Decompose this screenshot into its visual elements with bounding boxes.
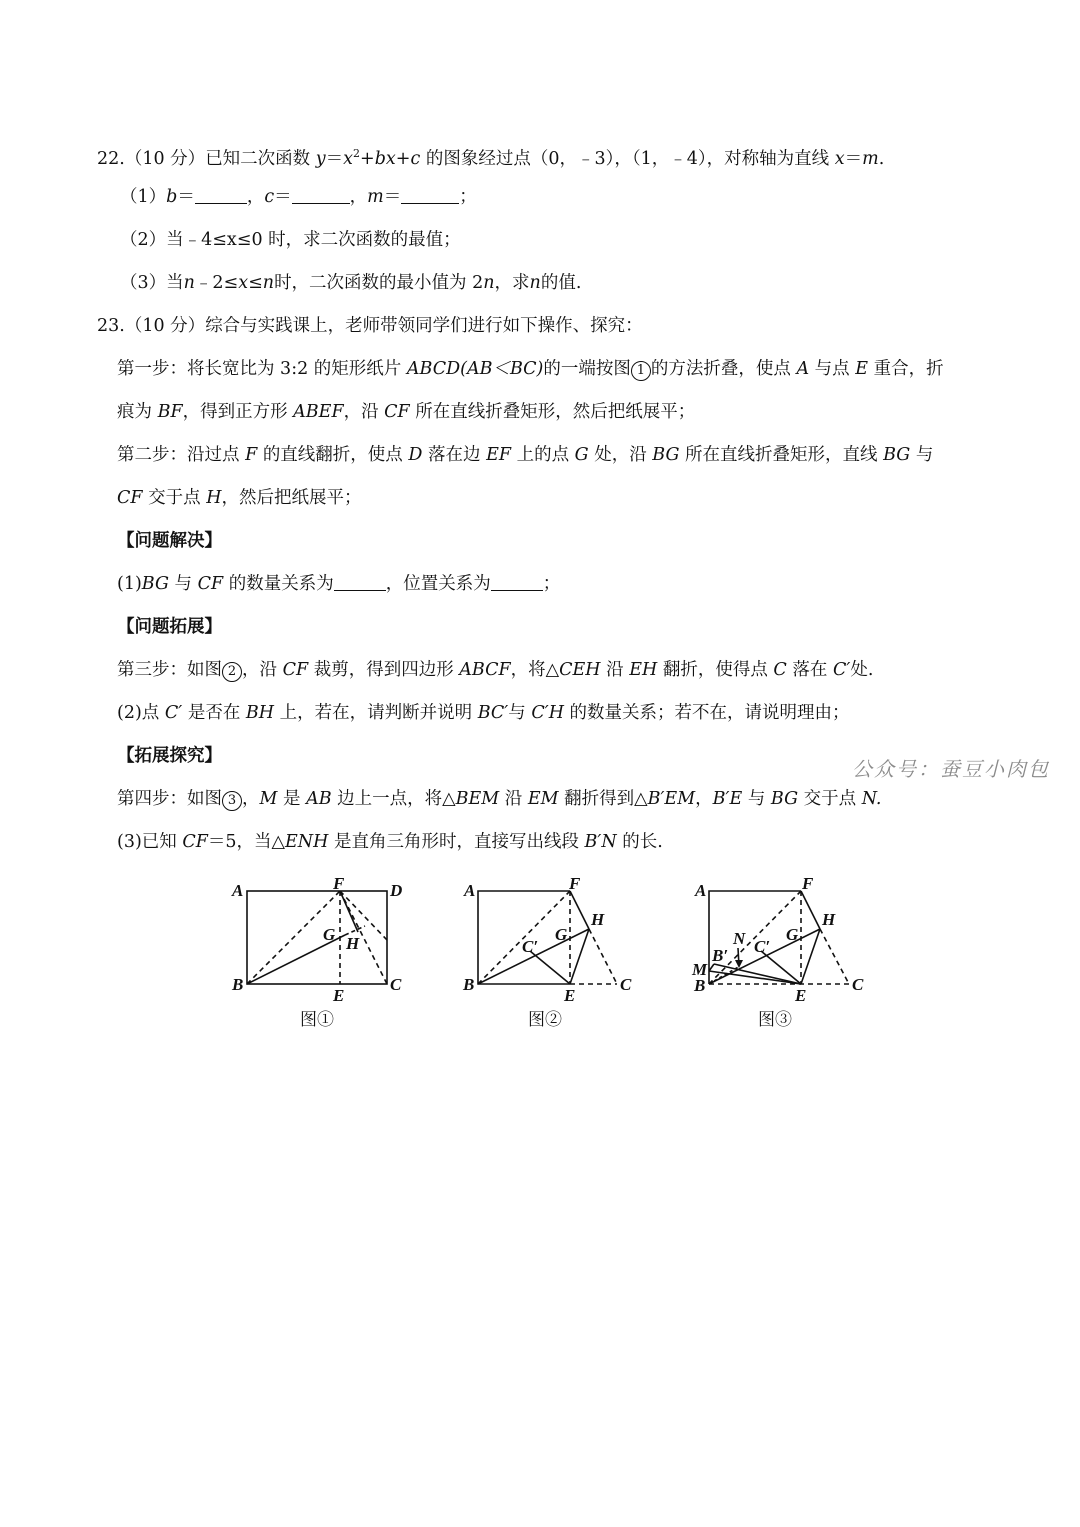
section-problem-extension: 【问题拓展】 <box>117 617 222 637</box>
fig1-label-a: A <box>232 881 244 900</box>
fig3-line-hc <box>820 929 849 984</box>
fig3-label-bprime: B′ <box>712 946 729 965</box>
fig3-label-e: E <box>795 986 807 1005</box>
figure-3 <box>709 891 849 984</box>
fig1-label-e: E <box>333 986 345 1005</box>
fig2-label-a: A <box>464 881 476 900</box>
fig1-line-fold <box>340 891 387 940</box>
q23-part3: (3)已知 CF＝5，当△ENH 是直角三角形时，直接写出线段 B′N 的长. <box>117 832 663 852</box>
figure-3-labels <box>691 874 864 1029</box>
q22-stem: 22.（10 分）已知二次函数 $y=x^2+bx+c$ 的图象经过点（0，﹣3），（1，﹣4），对称轴为直线 x＝m. <box>97 147 885 169</box>
q23-step1: 第一步：将长宽比为 3:2 的矩形纸片 ABCD(AB＜BC)的一端按图 1 的方法折叠，使点 A 与点 E 重合，折 <box>117 359 944 379</box>
fig3-label-g: G <box>786 925 799 944</box>
q23-step1-cont: 痕为 BF，得到正方形 ABEF，沿 CF 所在直线折叠矩形，然后把纸展平； <box>117 402 696 422</box>
fig3-label-f: F <box>802 874 814 893</box>
fig3-label-c: C <box>852 975 864 994</box>
q23-part2: (2)点 C′ 是否在 BH 上，若在，请判断并说明 BC′与 C′H 的数量关系；若不在，请说明理由； <box>117 703 850 723</box>
q23-step2: 第二步：沿过点 F 的直线翻折，使点 D 落在边 EF 上的点 G 处，沿 BG 所在直线折叠矩形，直线 BG 与 <box>117 445 934 465</box>
fig2-label-f: F <box>569 874 581 893</box>
figure-2 <box>478 891 617 984</box>
fig2-caption: 图② <box>528 1010 562 1029</box>
fig1-rectangle <box>247 891 387 984</box>
q23-step3: 第三步：如图 2 ，沿 CF 裁剪，得到四边形 ABCF，将△CEH 沿 EH 翻折，使得点 C 落在 C′处. <box>117 660 874 680</box>
fig3-label-h: H <box>822 910 836 929</box>
q22-part1: （1）b＝ ，c＝ ，m＝ ； <box>120 187 477 207</box>
fig1-label-d: D <box>390 881 403 900</box>
q23-part1: (1)BG 与 CF 的数量关系为 ，位置关系为 ； <box>117 574 561 594</box>
q23-stem: 23.（10 分）综合与实践课上，老师带领同学们进行如下操作、探究： <box>97 316 643 336</box>
q22-part2: （2）当﹣4≤x≤0 时，求二次函数的最值； <box>120 230 461 250</box>
figure-2-labels <box>462 874 632 1029</box>
circle-number: 1 <box>631 361 651 381</box>
figure-1 <box>247 891 387 984</box>
q23-step4: 第四步：如图 3 ，M 是 AB 边上一点，将△BEM 沿 EM 翻折得到△B′EM，B′E 与 BG 交于点 N. <box>117 789 882 809</box>
fig2-label-h: H <box>591 910 605 929</box>
fig1-caption: 图① <box>300 1010 334 1029</box>
fig3-label-b: B <box>694 976 706 995</box>
q22-number: 22. <box>97 148 125 169</box>
fig2-line-fh <box>570 891 589 929</box>
fig2-label-e: E <box>564 986 576 1005</box>
fig3-label-m: M <box>692 960 708 979</box>
section-extended-inquiry: 【拓展探究】 <box>117 746 222 766</box>
figure-1-labels <box>231 874 402 1029</box>
fig2-label-g: G <box>555 925 568 944</box>
fig2-line-hc <box>589 929 617 984</box>
fig3-label-a: A <box>695 881 707 900</box>
q23-number: 23. <box>97 316 125 336</box>
watermark-text: 公众号：蚕豆小肉包 <box>852 757 1050 781</box>
fig1-label-h: H <box>346 934 360 953</box>
q22-part3: （3）当n﹣2≤x≤n时，二次函数的最小值为 2n，求n的值. <box>120 273 582 293</box>
arrow-down-icon <box>735 960 743 968</box>
fig1-label-b: B <box>232 975 244 994</box>
fig1-label-f: F <box>333 874 345 893</box>
q23-step2-cont: CF 交于点 H，然后把纸展平； <box>117 488 362 508</box>
circle-number: 2 <box>222 662 242 682</box>
fig3-label-cprime: C′ <box>754 937 771 956</box>
fig1-line-fh <box>340 891 358 932</box>
fig2-label-c: C <box>620 975 632 994</box>
fig2-label-b: B <box>463 975 475 994</box>
fig1-label-g: G <box>323 925 336 944</box>
fig2-label-cprime: C′ <box>522 937 539 956</box>
fig3-label-n: N <box>733 929 746 948</box>
circle-number: 3 <box>222 791 242 811</box>
section-problem-solving: 【问题解决】 <box>117 531 222 551</box>
fig3-line-fh <box>801 891 820 929</box>
fig3-caption: 图③ <box>758 1010 792 1029</box>
fig1-label-c: C <box>390 975 402 994</box>
